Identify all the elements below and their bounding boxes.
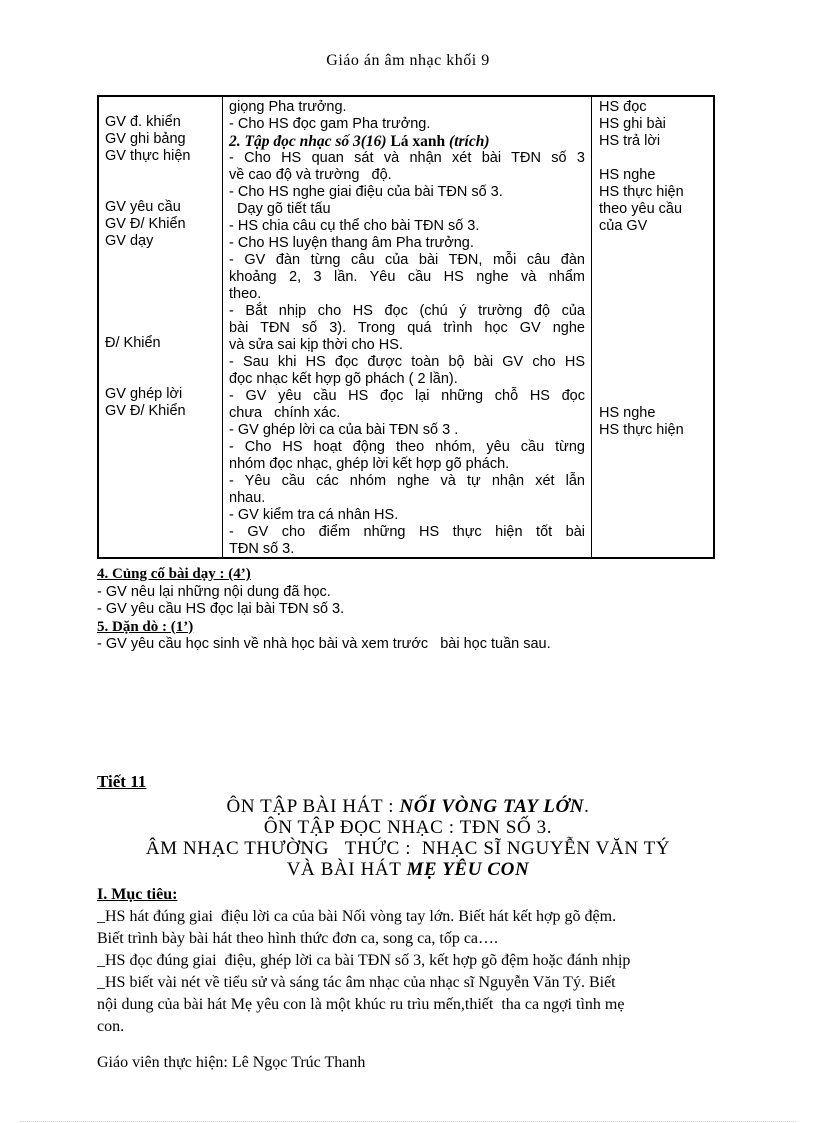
lesson-content-line: Dạy gõ tiết tấu [229,201,331,217]
lesson-content-line: - GV kiểm tra cá nhân HS. [229,507,399,523]
student-activity-line [599,252,713,269]
student-activity-line: HS trả lời [599,133,661,149]
lesson-content-line: - GV yêu cầu HS đọc lại những chỗ HS đọc [229,388,585,404]
teacher-name: Giáo viên thực hiện: Lê Ngọc Trúc Thanh [97,1054,366,1071]
objective-line: _HS hát đúng giai điệu lời ca của bài Nối vòng tay lớn. Biết hát kết hợp gõ đệm. [97,908,617,925]
title-line-1 [0,796,816,817]
student-activity-line [599,354,713,371]
reading-lesson-number: 2. Tập đọc nhạc số 3(16) [229,133,387,150]
student-activity-line [599,150,713,167]
objective-line: _HS đọc đúng giai điệu, ghép lời ca bài TĐN số 3, kết hợp gõ đệm hoặc đánh nhịp [97,952,631,969]
teacher-activity-line [105,182,223,199]
teacher-activity-line: GV ghi bảng [105,131,186,147]
student-activity-line: HS đọc [599,99,647,115]
lesson-content-line: chưa chính xác. [229,405,341,421]
lesson-content-line: và sửa sai kịp thời cho HS. [229,337,403,353]
teacher-activity-line [105,250,223,267]
section-4-item: - GV nêu lại những nội dung đã học. [97,583,331,600]
teacher-activity-line [105,165,223,182]
objectives [97,884,737,1038]
lesson-content-line: - Cho HS nghe giai điệu của bài TĐN số 3. [229,184,503,200]
teacher-activity-line: Đ/ Khiển [105,335,161,351]
student-activity-line: theo yêu cầu [599,201,683,217]
lesson-content-line: - GV ghép lời ca của bài TĐN số 3 . [229,422,459,438]
student-activity-line: HS thực hiện [599,422,684,438]
objective-line: Biết trình bày bài hát theo hình thức đơn ca, song ca, tốp ca…. [97,930,499,947]
teacher-activity-line [105,318,223,335]
reading-lesson-heading [229,133,585,150]
title-line-4-prefix: VÀ BÀI HÁT [286,859,407,880]
student-activity-column [599,97,713,557]
student-activity-line [599,235,713,252]
student-activity-line [599,371,713,388]
period-label: Tiết 11 [97,772,147,791]
title-line-1-suffix: . [584,796,590,817]
student-activity-line: HS nghe [599,167,656,183]
lesson-content-line: đọc nhạc kết hợp gõ phách ( 2 lần). [229,371,458,387]
lesson-content-line: giọng Pha trưởng. [229,99,347,115]
teacher-activity-line [105,301,223,318]
lesson-content-line: - HS chia câu cụ thể cho bài TĐN số 3. [229,218,480,234]
teacher-activity-line: GV ghép lời [105,386,183,402]
lesson-content-line: nhau. [229,490,266,506]
teacher-activity-line: GV Đ/ Khiển [105,403,186,419]
student-activity-line [599,286,713,303]
teacher-activity-line [105,97,223,114]
student-activity-line [599,269,713,286]
section-5-title: 5. Dặn dò : (1’) [97,618,194,635]
title-line-4 [0,859,816,880]
student-activity-line: HS ghi bài [599,116,666,132]
teacher-activity-line: GV đ. khiển [105,114,181,130]
lesson-content-line: bài TĐN số 3). Trong quá trình học GV nghe [229,320,585,336]
lesson-content-line: TĐN số 3. [229,541,295,557]
lesson-content-line: nhóm đọc nhạc, ghép lời kết hợp gõ phách. [229,456,510,472]
teacher-activity-line [105,369,223,386]
lesson-content-line: - Bắt nhịp cho HS đọc (chú ý trường độ của [229,303,585,319]
lesson-content-line: - GV đàn từng câu của bài TĐN, mỗi câu đàn [229,252,585,268]
lesson-content-line: theo. [229,286,262,302]
page-header: Giáo án âm nhạc khối 9 [326,52,490,69]
lesson-content-line: - Yêu cầu các nhóm nghe và tự nhận xét lẫn [229,473,585,489]
student-activity-line: của GV [599,218,648,234]
lesson-title [0,796,816,880]
student-activity-line: HS nghe [599,405,656,421]
teacher-activity-line: GV Đ/ Khiển [105,216,186,232]
lesson-content-line: về cao độ và trường độ. [229,167,392,183]
teacher-activity-line [105,267,223,284]
section-4-item: - GV yêu cầu HS đọc lại bài TĐN số 3. [97,601,345,617]
title-line-3: ÂM NHẠC THƯỜNG THỨC : NHẠC SĨ NGUYỄN VĂN TÝ [145,838,671,859]
lesson-content-line: - Cho HS đọc gam Pha trưởng. [229,116,431,132]
student-activity-line [599,320,713,337]
reading-lesson-note: (trích) [449,133,490,150]
student-activity-line: HS thực hiện [599,184,684,200]
section-4-title: 4. Củng cố bài dạy : (4’) [97,566,251,582]
teacher-activity-line: GV yêu cầu [105,199,181,215]
title-song-2: MẸ YÊU CON [406,859,530,880]
teacher-activity-line [105,352,223,369]
lesson-table [97,95,715,559]
teacher-activity-column [105,97,223,557]
teacher-activity-line [105,284,223,301]
student-activity-line [599,337,713,354]
teacher-activity-line: GV dạy [105,233,154,249]
lesson-content-line: - GV cho điểm những HS thực hiện tốt bài [229,524,585,540]
lesson-content-column [229,97,585,557]
teacher-activity-line: GV thực hiện [105,148,191,164]
reading-lesson-title: Lá xanh [390,133,446,150]
lesson-content-line: - Cho HS luyện thang âm Pha trưởng. [229,235,474,251]
title-song-1: NỐI VÒNG TAY LỚN [399,796,585,817]
title-line-2: ÔN TẬP ĐỌC NHẠC : TĐN SỐ 3. [263,817,553,838]
section-5-item: - GV yêu cầu học sinh về nhà học bài và xem trước bài học tuần sau. [97,636,551,652]
closing-sections [97,566,737,654]
lesson-content-line: khoảng 2, 3 lần. Yêu cầu HS nghe và nhẩm [229,269,585,285]
objective-line: _HS biết vài nét về tiểu sử và sáng tác âm nhạc của nhạc sĩ Nguyễn Văn Tý. Biết [97,974,616,991]
objectives-title: I. Mục tiêu: [97,886,178,903]
student-activity-line [599,388,713,405]
objective-line: con. [97,1018,125,1035]
table-divider-right [591,97,592,557]
title-line-1-prefix: ÔN TẬP BÀI HÁT : [226,796,400,817]
objective-line: nội dung của bài hát Mẹ yêu con là một khúc ru trìu mến,thiết tha ca ngợi tình mẹ [97,996,625,1013]
lesson-content-line: - Cho HS hoạt động theo nhóm, yêu cầu từng [229,439,585,455]
lesson-content-line: - Sau khi HS đọc được toàn bộ bài GV cho HS [229,354,585,370]
page-bottom-rule [20,1121,796,1122]
student-activity-line [599,303,713,320]
lesson-content-line: - Cho HS quan sát và nhận xét bài TĐN số 3 [229,150,585,166]
